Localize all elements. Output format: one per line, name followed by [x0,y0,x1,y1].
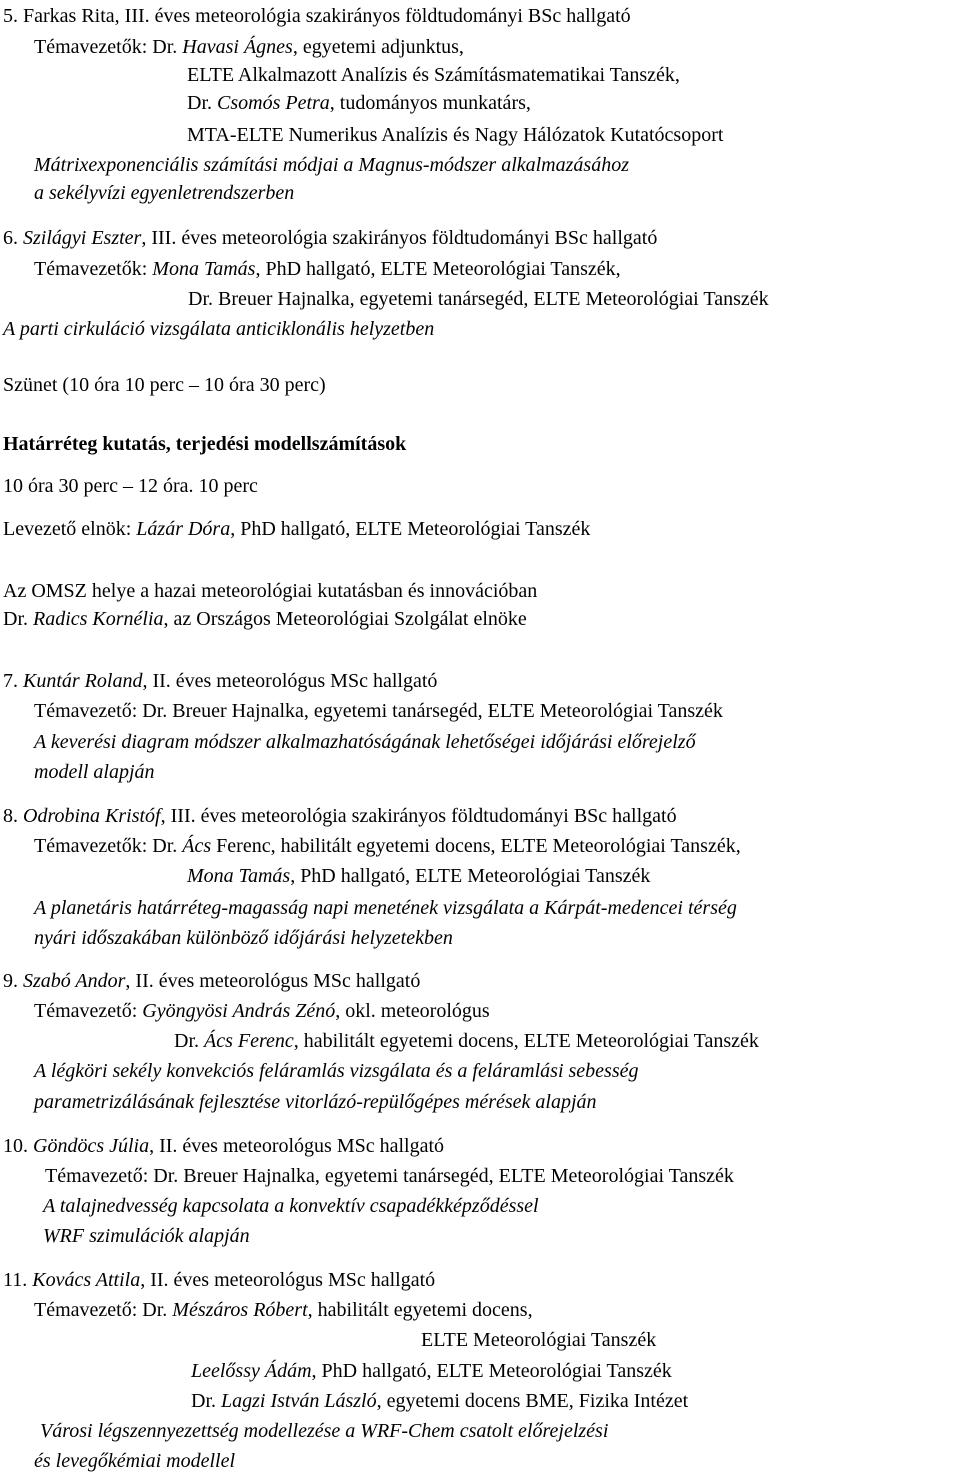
invited-speaker: Dr. Radics Kornélia, az Országos Meteorológiai Szolgálat elnöke [3,608,527,630]
advisor-name: Csomós Petra [217,92,330,114]
speaker-name: Radics Kornélia [33,608,164,630]
advisor-name: Lagzi István László [221,1390,377,1412]
entry-10-title-line-2: WRF szimulációk alapján [43,1225,250,1247]
entry-11-header: 11. Kovács Attila, II. éves meteorológus MSc hallgató [3,1269,436,1291]
entry-5-advisor-2: Dr. Csomós Petra, tudományos munkatárs, [187,92,531,114]
entry-11-advisor-3: Dr. Lagzi István László, egyetemi docens BME, Fizika Intézet [191,1390,689,1412]
entry-11-advisor-1-dept: ELTE Meteorológiai Tanszék [421,1329,657,1351]
advisor-name: Leelőssy Ádám [191,1360,312,1382]
break-notice: Szünet (10 óra 10 perc – 10 óra 30 perc) [3,374,326,396]
entry-5-header [3,3,631,29]
student-name: Kovács Attila [32,1269,141,1291]
entry-5-title-line-1: Mátrixexponenciális számítási módjai a Magnus-módszer alkalmazásához [34,154,629,176]
student-name: Szabó Andor [23,970,126,992]
chair-name: Lázár Dóra [136,518,231,540]
invited-talk-title: Az OMSZ helye a hazai meteorológiai kutatásban és innovációban [3,580,538,602]
session-time: 10 óra 30 perc – 12 óra. 10 perc [3,475,258,497]
student-name: Odrobina Kristóf [23,805,161,827]
entry-8-advisor-1: Témavezetők: Dr. Ács Ferenc, habilitált egyetemi docens, ELTE Meteorológiai Tanszék, [34,835,741,857]
entry-8-advisor-2: Mona Tamás, PhD hallgató, ELTE Meteorológiai Tanszék [187,865,651,887]
entry-11-title-line-2: és levegőkémiai modellel [34,1450,236,1472]
advisor-name: Mona Tamás [187,865,291,887]
advisor-name: Gyöngyösi András Zénó [142,1000,336,1022]
entry-10-advisor: Témavezető: Dr. Breuer Hajnalka, egyetemi tanársegéd, ELTE Meteorológiai Tanszék [45,1165,734,1187]
advisor-name: Mona Tamás [152,258,256,280]
entry-9-title-line-2: parametrizálásának fejlesztése vitorlázó-repülőgépes mérések alapján [34,1091,597,1113]
advisor-name: Ács [182,835,212,857]
session-heading: Határréteg kutatás, terjedési modellszámítások [3,433,407,455]
entry-6-advisor-2: Dr. Breuer Hajnalka, egyetemi tanársegéd, ELTE Meteorológiai Tanszék [188,288,769,310]
entry-11-advisor-2: Leelőssy Ádám, PhD hallgató, ELTE Meteorológiai Tanszék [191,1360,672,1382]
entry-7-title-line-2: modell alapján [34,761,155,783]
student-details: , III. éves meteorológia szakirányos földtudományi BSc hallgató [114,5,631,27]
entry-8-title-line-2: nyári időszakában különböző időjárási helyzetekben [34,927,453,949]
session-chair: Levezető elnök: Lázár Dóra, PhD hallgató, ELTE Meteorológiai Tanszék [3,518,591,540]
entry-8-title-line-1: A planetáris határréteg-magasság napi menetének vizsgálata a Kárpát-medencei térség [34,897,737,919]
entry-5-title-line-2: a sekélyvízi egyenletrendszerben [34,182,295,204]
entry-10-header: 10. Göndöcs Júlia, II. éves meteorológus MSc hallgató [3,1135,445,1157]
entry-10-title-line-1: A talajnedvesség kapcsolata a konvektív csapadékképződéssel [43,1195,539,1217]
entry-number: 5. [3,5,18,27]
entry-7-advisor: Témavezető: Dr. Breuer Hajnalka, egyetemi tanársegéd, ELTE Meteorológiai Tanszék [34,700,723,722]
entry-11-advisor-1: Témavezető: Dr. Mészáros Róbert, habilitált egyetemi docens, [34,1299,533,1321]
advisor-name: Ács Ferenc [204,1030,294,1052]
entry-9-title-line-1: A légköri sekély konvekciós feláramlás vizsgálata és a feláramlási sebesség [34,1060,639,1082]
advisor-name: Havasi Ágnes [182,36,293,58]
entry-5-advisor-1-dept: ELTE Alkalmazott Analízis és Számításmatematikai Tanszék, [187,64,680,86]
entry-6-title: A parti cirkuláció vizsgálata anticiklonális helyzetben [3,318,435,340]
entry-9-header: 9. Szabó Andor, II. éves meteorológus MSc hallgató [3,970,421,992]
entry-9-advisor-1: Témavezető: Gyöngyösi András Zénó, okl. meteorológus [34,1000,490,1022]
entry-11-title-line-1: Városi légszennyezettség modellezése a WRF-Chem csatolt előrejelzési [40,1420,609,1442]
entry-7-title-line-1: A keverési diagram módszer alkalmazhatóságának lehetőségei időjárási előrejelző [34,731,696,753]
entry-9-advisor-2: Dr. Ács Ferenc, habilitált egyetemi docens, ELTE Meteorológiai Tanszék [174,1030,759,1052]
entry-6-advisor-1: Témavezetők: Mona Tamás, PhD hallgató, ELTE Meteorológiai Tanszék, [34,258,621,280]
advisor-name: Mészáros Róbert [172,1299,308,1321]
student-name: Göndöcs Júlia [33,1135,150,1157]
entry-5-advisor-1: Témavezetők: Dr. Havasi Ágnes, egyetemi adjunktus, [34,36,464,58]
student-name: Kuntár Roland [23,670,143,692]
student-name: Szilágyi Eszter [23,227,142,249]
student-name: Farkas Rita [23,5,115,27]
entry-6-header: 6. Szilágyi Eszter, III. éves meteorológia szakirányos földtudományi BSc hallgató [3,227,658,249]
entry-8-header: 8. Odrobina Kristóf, III. éves meteorológia szakirányos földtudományi BSc hallgató [3,805,677,827]
entry-5-advisor-2-dept: MTA-ELTE Numerikus Analízis és Nagy Hálózatok Kutatócsoport [187,124,724,146]
entry-7-header: 7. Kuntár Roland, II. éves meteorológus MSc hallgató [3,670,438,692]
